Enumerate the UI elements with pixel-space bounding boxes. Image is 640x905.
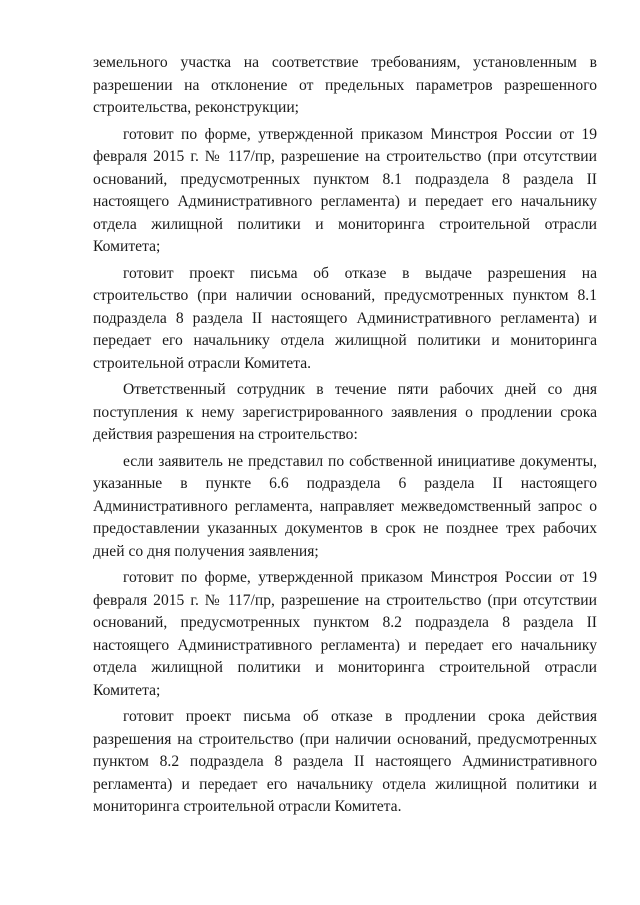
paragraph-permit-form: готовит по форме, утвержденной приказом Минстроя России от 19 февраля 2015 г. № 117/пр, разрешение на строительство (при отсутствии оснований, предусмотренных пунктом 8.1 подраздела 8 раздела II настоящего Административного регламента) и передает его начальнику отдела жилищной политики и мониторинга строительной отрасли Комитета; xyxy=(93,125,597,255)
paragraph-refusal-letter: готовит проект письма об отказе в выдаче разрешения на строительство (при наличии оснований, предусмотренных пунктом 8.1 подраздела 8 раздела II настоящего Административного регламента) и передает его начальнику отдела жилищной политики и мониторинга строительной отрасли Комитета. xyxy=(93,264,597,372)
paragraph-extension-refusal-letter: готовит проект письма об отказе в продлении срока действия разрешения на строительство (при наличии оснований, предусмотренных пунктом 8.2 подраздела 8 раздела II настоящего Административного регламента) и передает его начальнику отдела жилищной политики и мониторинга строительной отрасли Комитета. xyxy=(93,708,597,815)
paragraph-extension-permit-form: готовит по форме, утвержденной приказом Минстроя России от 19 февраля 2015 г. № 117/пр, разрешение на строительство (при отсутствии оснований, предусмотренных пунктом 8.2 подраздела 8 раздела II настоящего Административного регламента) и передает его начальнику отдела жилищной политики и мониторинга строительной отрасли Комитета; xyxy=(93,569,597,699)
document-page xyxy=(93,52,597,823)
paragraph-interagency-request: если заявитель не представил по собственной инициативе документы, указанные в пункте 6.6 подраздела 6 раздела II настоящего Административного регламента, направляет межведомственный запрос о предоставлении указанных документов в срок не позднее трех рабочих дней со дня получения заявления; xyxy=(93,452,597,560)
paragraph-responsible-officer: Ответственный сотрудник в течение пяти рабочих дней со дня поступления к нему зарегистрированного заявления о продлении срока действия разрешения на строительство: xyxy=(93,381,597,443)
paragraph-continuation: земельного участка на соответствие требованиям, установленным в разрешении на отклонение от предельных параметров разрешенного строительства, реконструкции; xyxy=(93,54,597,116)
